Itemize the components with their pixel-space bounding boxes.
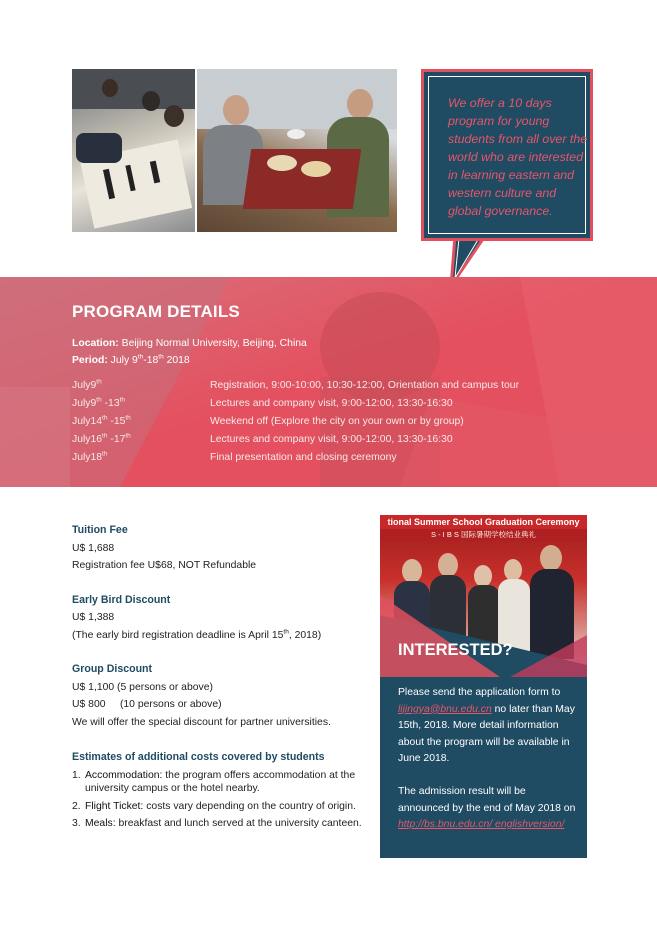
graduation-banner-cn: S - I B S 国际暑期学校结业典礼 (380, 529, 587, 541)
location-line (72, 338, 307, 349)
website-link[interactable]: http://bs.bnu.edu.cn/ englishversion/ (398, 819, 565, 830)
program-details-title: PROGRAM DETAILS (72, 302, 240, 321)
calligraphy-class-photo (72, 69, 195, 232)
dining-students-photo (197, 69, 397, 232)
period-year: 2018 (163, 355, 190, 366)
schedule-date: July9th (72, 378, 102, 391)
interested-title: INTERESTED? (398, 641, 513, 659)
schedule-date: July16th -17th (72, 432, 131, 445)
schedule-activity: Lectures and company visit, 9:00-12:00, 13:30-16:30 (210, 398, 453, 409)
schedule-activity: Final presentation and closing ceremony (210, 452, 397, 463)
schedule-date: July14th -15th (72, 414, 131, 427)
schedule-activity: Registration, 9:00-10:00, 10:30-12:00, Orientation and campus tour (210, 380, 520, 391)
email-link[interactable]: lijingya@bnu.edu.cn (398, 703, 492, 715)
period-label: Period: (72, 355, 108, 366)
list-item: 1. Accommodation: the program offers accommodation at the university campus or the hotel nearby. (72, 769, 356, 794)
location-value: Beijing Normal University, Beijing, China (118, 338, 307, 349)
period-end-sup: th (158, 353, 164, 361)
group-discount-heading: Group Discount (72, 663, 153, 675)
fees-section (72, 522, 362, 835)
program-intro-text: We offer a 10 days program for young students from all over the world who are interested in learning eastern and western culture and global governance. (448, 96, 588, 218)
card-diagonal-overlay (380, 595, 587, 677)
group-discount-line: U$ 800 (10 persons or above) (72, 699, 222, 710)
period-end: -18 (143, 355, 159, 366)
early-bird-note: (The early bird registration deadline is April 15th, 2018) (72, 628, 322, 641)
early-bird-heading: Early Bird Discount (72, 593, 171, 606)
period-start: July 9 (107, 355, 138, 366)
list-item: 3. Meals: breakfast and lunch served at the university canteen. (72, 818, 362, 829)
program-intro-bubble (421, 69, 593, 241)
costs-list (72, 769, 362, 831)
list-item: 2. Flight Ticket: costs vary depending on the country of origin. (72, 800, 356, 812)
early-bird-amount: U$ 1,388 (72, 612, 115, 623)
period-start-sup: th (137, 353, 144, 361)
tuition-amount: U$ 1,688 (72, 542, 115, 554)
registration-fee: Registration fee U$68, NOT Refundable (72, 560, 257, 571)
costs-heading: Estimates of additional costs covered by students (72, 751, 325, 763)
tuition-heading: Tuition Fee (72, 524, 128, 536)
interested-card (380, 515, 587, 858)
schedule-activity: Weekend off (Explore the city on your own or by group) (210, 416, 464, 427)
period-line (72, 355, 190, 366)
schedule-date: July18th (72, 450, 108, 463)
schedule-activity: Lectures and company visit, 9:00-12:00, 13:30-16:30 (210, 434, 453, 445)
partner-discount-note: We will offer the special discount for partner universities. (72, 716, 331, 728)
location-label: Location: (72, 338, 119, 349)
interested-body: Please send the application form to lijingya@bnu.edu.cn no later than May 15th, 2018. More detail information about the program will be available in June 2018. The admission result will be announced by the end of May 2018 on http://bs.bnu.edu.cn/ englishversion/ (398, 687, 576, 830)
schedule-date: July9th -13th (72, 396, 126, 409)
graduation-banner: tional Summer School Graduation Ceremony (380, 515, 587, 529)
group-discount-line: U$ 1,100 (5 persons or above) (72, 681, 213, 693)
